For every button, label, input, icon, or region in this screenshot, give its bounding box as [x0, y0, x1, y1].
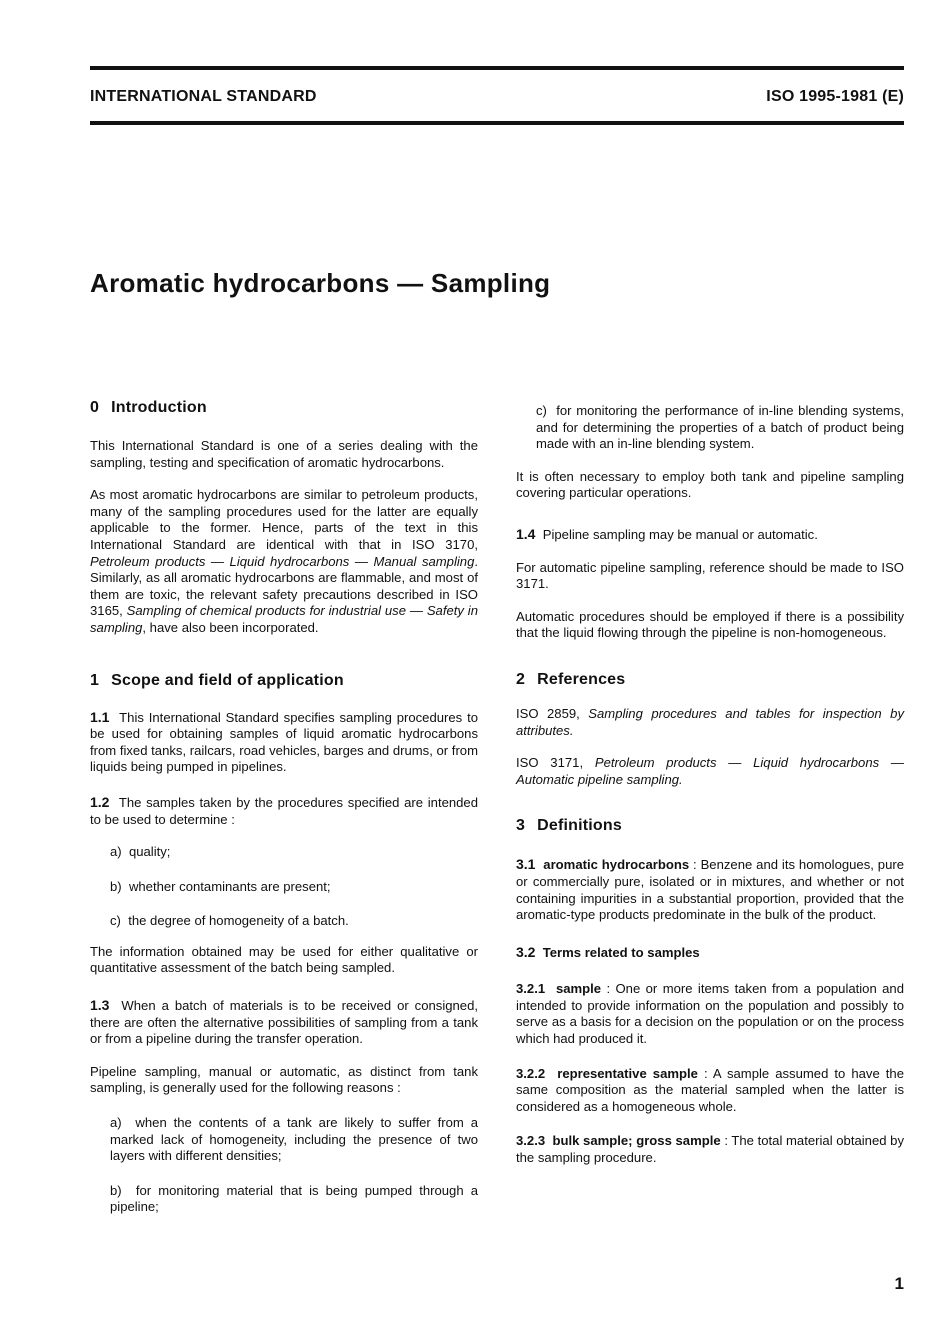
- defined-term: representative sample: [557, 1065, 698, 1081]
- section-2-heading: [516, 670, 904, 690]
- reference-iso-3171: [516, 755, 904, 788]
- clause-1-4-para-2: For automatic pipeline sampling, reference should be made to ISO 3171.: [516, 559, 904, 592]
- citation-title: Sampling of chemical products for industrial use — Safety in sampling: [90, 603, 478, 635]
- header-standard-label: INTERNATIONAL STANDARD: [90, 88, 317, 105]
- list-label: b): [110, 878, 122, 894]
- clause-heading: Terms related to samples: [542, 944, 700, 960]
- header-bottom-rule: [90, 121, 904, 125]
- clause-text: This International Standard specifies sampling procedures to be used for obtaining samples of liquid aromatic hydrocarbons from fixed tanks, railcars, road vehicles, barges and drums, or from liquids being pumped in pipelines.: [90, 709, 478, 775]
- list-label: a): [110, 1115, 122, 1131]
- header-standard-code: ISO 1995-1981 (E): [766, 88, 904, 105]
- reference-code: ISO 2859,: [516, 705, 589, 721]
- clause-text: The samples taken by the procedures specified are intended to be used to determine :: [90, 794, 478, 827]
- list-item: [90, 1115, 478, 1165]
- reference-title: Sampling procedures and tables for inspection by attributes.: [516, 705, 905, 738]
- right-column: [516, 403, 904, 1167]
- clause-1-1: [90, 709, 478, 776]
- section-number: 0: [90, 399, 100, 416]
- section-1-heading: [90, 671, 478, 691]
- clause-1-4-para-3: Automatic procedures should be employed if there is a possibility that the liquid flowing through the pipeline is non-homogeneous.: [516, 608, 904, 641]
- list-text: for monitoring the performance of in-line blending systems, and for determining the properties of a batch of product being made with an in-line blending system.: [536, 403, 904, 452]
- defined-term: bulk sample; gross sample: [552, 1133, 721, 1149]
- left-column: [90, 398, 478, 1216]
- page-title: Aromatic hydrocarbons — Sampling: [90, 268, 551, 298]
- list-text: quality;: [128, 844, 171, 860]
- definition-text: : One or more items taken from a population and intended to provide information on the population and possibly to serve as a basis for a decision on the population or on the process which had produced it.: [516, 981, 904, 1047]
- section-title: Introduction: [111, 399, 207, 416]
- section-number: 1: [90, 671, 100, 689]
- clause-3-2: [516, 944, 904, 962]
- clause-number: 3.1: [516, 856, 536, 873]
- list-label: a): [110, 844, 122, 860]
- header-top-rule: [90, 66, 904, 70]
- clause-number: 1.1: [90, 708, 110, 725]
- definition-text: : Benzene and its homologues, pure or commercially pure, isolated or in mixtures, and whether or not containing impurities in a substantial proportion, provided that the aromatic-type products predominate in the bulk of the product.: [516, 857, 905, 923]
- text-run: As most aromatic hydrocarbons are similar to petroleum products, many of the sampling procedures used for the latter are equally applicable to the former. Hence, parts of the text in this International Standard are identical with that in ISO 3170,: [90, 487, 478, 552]
- clause-text: Pipeline sampling may be manual or automatic.: [542, 526, 818, 542]
- section-3-heading: [516, 816, 904, 836]
- clause-text: When a batch of materials is to be received or consigned, there are often the alternative possibilities of sampling from a tank or from a pipeline during the transfer operation.: [90, 998, 479, 1047]
- clause-number: 1.4: [516, 525, 536, 542]
- reference-code: ISO 3171,: [516, 755, 595, 771]
- clause-number: 3.2.2: [516, 1065, 546, 1081]
- list-text: the degree of homogeneity of a batch.: [128, 913, 349, 929]
- clause-1-2-note: The information obtained may be used for either qualitative or quantitative assessment of the batch being sampled.: [90, 943, 478, 976]
- list-label: b): [110, 1182, 122, 1198]
- definition-text: : The total material obtained by the sampling procedure.: [516, 1133, 904, 1166]
- text-run: , have also been incorporated.: [142, 619, 319, 635]
- list-label: c): [536, 403, 547, 418]
- clause-number: 1.2: [90, 793, 110, 810]
- defined-term: aromatic hydrocarbons: [543, 857, 690, 873]
- list-item: [90, 844, 478, 861]
- section-0-heading: [90, 398, 478, 418]
- clause-number: 3.2.3: [516, 1133, 546, 1149]
- list-text: for monitoring material that is being pumped through a pipeline;: [110, 1182, 478, 1215]
- clause-1-3: [90, 997, 478, 1048]
- list-item: [90, 1183, 478, 1216]
- list-label: c): [110, 913, 121, 929]
- list-text: when the contents of a tank are likely to suffer from a marked lack of homogeneity, including the presence of two layers with different densities;: [110, 1115, 478, 1164]
- reference-title: Petroleum products — Liquid hydrocarbons — Automatic pipeline sampling.: [516, 755, 904, 787]
- definition-3-1: [516, 856, 904, 923]
- list-item: [516, 403, 904, 453]
- definition-text: : A sample assumed to have the same composition as the material sampled when the latter is considered as a homogeneous whole.: [516, 1065, 904, 1114]
- page-number: 1: [894, 1274, 904, 1293]
- definition-3-2-1: [516, 981, 904, 1047]
- definition-3-2-3: [516, 1133, 904, 1166]
- section-title: Definitions: [537, 817, 622, 835]
- clause-number: 3.2.1: [516, 981, 546, 997]
- list-item: [90, 879, 478, 896]
- reference-iso-2859: [516, 706, 904, 739]
- intro-paragraph-2: [90, 487, 478, 636]
- section-number: 2: [516, 670, 526, 688]
- definition-3-2-2: [516, 1066, 904, 1116]
- intro-paragraph-1: This International Standard is one of a series dealing with the sampling, testing and specification of aromatic hydrocarbons.: [90, 438, 478, 470]
- clause-1-3-para-2: Pipeline sampling, manual or automatic, as distinct from tank sampling, is generally used for the following reasons :: [90, 1063, 478, 1096]
- clause-number: 3.2: [516, 943, 536, 960]
- clause-1-2: [90, 794, 478, 828]
- citation-title: Petroleum products — Liquid hydrocarbons — Manual sampling: [90, 553, 475, 569]
- clause-1-4: [516, 526, 904, 544]
- text-run: . Similarly, as all aromatic hydrocarbons are flammable, and most of them are toxic, the relevant safety precautions described in ISO 3165,: [90, 553, 478, 619]
- list-item: [90, 913, 478, 930]
- clause-number: 1.3: [90, 997, 110, 1014]
- clause-1-3-note: It is often necessary to employ both tank and pipeline sampling covering particular operations.: [516, 468, 904, 501]
- defined-term: sample: [555, 981, 602, 997]
- section-number: 3: [516, 817, 526, 835]
- section-title: Scope and field of application: [111, 671, 344, 689]
- list-text: whether contaminants are present;: [128, 878, 331, 894]
- section-title: References: [537, 670, 626, 688]
